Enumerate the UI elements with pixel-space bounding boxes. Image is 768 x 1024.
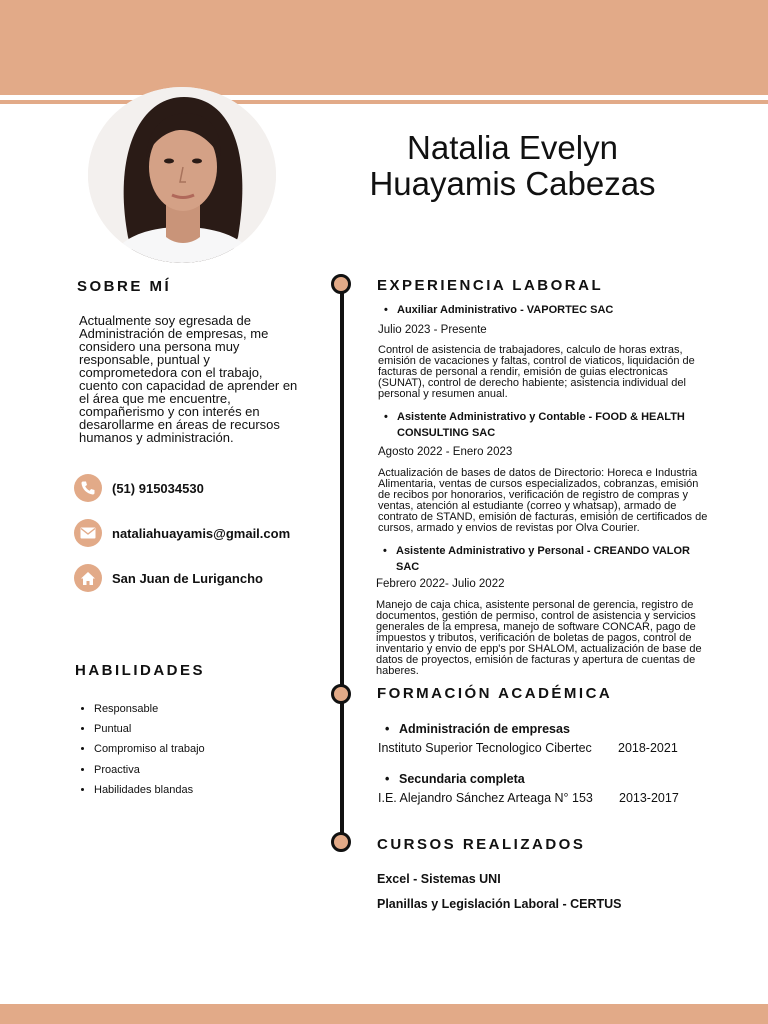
job-desc-line: generales de la empresa, manejo de software CONCAR, pago de: [376, 621, 696, 633]
job-title: [383, 543, 690, 575]
job-desc-line: inventario y envio de epp's por SHALOM, actualización de base de: [376, 643, 702, 655]
contact-email: [74, 519, 290, 547]
job-title: [384, 302, 614, 318]
job-desc-line: cursos, armado y envios de revistas por Olva Courier.: [378, 522, 640, 534]
about-title: SOBRE MÍ: [77, 278, 172, 295]
job-date: Agosto 2022 - Enero 2023: [378, 446, 513, 458]
about-line: desarollarme en áreas de recursos: [79, 417, 280, 432]
job-desc-line: documentos, gestión de permiso, control de asistencia y servicios: [376, 610, 696, 622]
education-degree-label: Secundaria completa: [399, 772, 525, 786]
home-icon: [74, 564, 102, 592]
skill-item: • Proactiva: [94, 760, 205, 780]
mail-icon: [74, 519, 102, 547]
bullet-icon: •: [384, 411, 388, 423]
full-name: [340, 130, 685, 202]
job-desc-line: Control de asistencia de trabajadores, calculo de horas extras,: [378, 344, 683, 356]
about-line: comprometedora con el trabajo,: [79, 365, 263, 380]
bullet-icon: •: [383, 545, 387, 557]
job-desc-line: (SUNAT), control de derecho habiente; asistencia individual del: [378, 377, 686, 389]
education-place: Instituto Superior Tecnologico Cibertec: [378, 741, 592, 755]
address: San Juan de Lurigancho: [112, 570, 263, 586]
job-desc-line: facturas de personal a rendir, emisión de guias electronicas: [378, 366, 668, 378]
phone-icon: [74, 474, 102, 502]
phone-number: (51) 915034530: [112, 480, 204, 496]
skill-item: • Responsable: [94, 699, 205, 719]
skill-item: • Puntual: [94, 719, 205, 739]
about-line: Actualmente soy egresada de: [79, 313, 251, 328]
header-band: [0, 0, 768, 95]
bullet-icon: •: [385, 772, 390, 786]
education-title: FORMACIÓN ACADÉMICA: [377, 685, 613, 702]
about-line: compañerismo y con interés en: [79, 404, 260, 419]
timeline-dot: [331, 684, 351, 704]
job-date: Febrero 2022- Julio 2022: [376, 578, 505, 590]
education-place: I.E. Alejandro Sánchez Arteaga N° 153: [378, 791, 593, 805]
header-divider: [0, 100, 768, 104]
skills-title: HABILIDADES: [75, 662, 206, 679]
job-desc-line: ventas, atención al estudiante (correo y whatsap), armado de: [378, 500, 677, 512]
job-description: [378, 345, 728, 400]
bullet-icon: •: [384, 304, 388, 316]
timeline-dot: [331, 274, 351, 294]
contact-phone: [74, 474, 204, 502]
job-desc-line: emisión de vacaciones y faltas, control de viaticos, liquidación de: [378, 355, 695, 367]
timeline-line: [340, 285, 344, 845]
job-date: Julio 2023 - Presente: [378, 324, 487, 336]
full-name-line2: Huayamis Cabezas: [369, 165, 656, 202]
course-item: Planillas y Legislación Laboral - CERTUS: [377, 897, 622, 911]
job-title-line: Auxiliar Administrativo - VAPORTEC SAC: [397, 304, 614, 316]
about-line: el área que me encuentre,: [79, 391, 231, 406]
education-degree-label: Administración de empresas: [399, 722, 570, 736]
skill-item: • Compromiso al trabajo: [94, 739, 205, 759]
experience-title: EXPERIENCIA LABORAL: [377, 277, 604, 294]
education-degree: [385, 772, 525, 786]
job-title-line: Asistente Administrativo y Personal - CREANDO VALOR: [396, 545, 690, 557]
courses-title: CURSOS REALIZADOS: [377, 836, 586, 853]
job-desc-line: Manejo de caja chica, asistente personal de gerencia, registro de: [376, 599, 694, 611]
education-degree: [385, 722, 570, 736]
footer-band: [0, 1004, 768, 1024]
about-text: [79, 314, 309, 444]
email-address: nataliahuayamis@gmail.com: [112, 525, 291, 541]
education-years: 2013-2017: [619, 791, 679, 805]
skill-item: • Habilidades blandas: [94, 780, 205, 800]
job-desc-line: haberes.: [376, 665, 419, 677]
full-name-line1: Natalia Evelyn: [407, 129, 618, 166]
job-desc-line: de recibos por honorarios, verificación de registro de compras y: [378, 489, 688, 501]
about-line: humanos y administración.: [79, 430, 234, 445]
job-title-line: CONSULTING SAC: [397, 427, 496, 439]
about-line: cuento con capacidad de aprender en: [79, 378, 298, 393]
job-title-line: SAC: [396, 561, 420, 573]
timeline-dot: [331, 832, 351, 852]
job-title-line: Asistente Administrativo y Contable - FOOD & HEALTH: [397, 411, 685, 423]
about-line: responsable, puntual y: [79, 352, 210, 367]
skills-list: [76, 699, 205, 800]
education-years: 2018-2021: [618, 741, 678, 755]
about-line: Administración de empresas, me: [79, 326, 269, 341]
profile-photo: [88, 87, 276, 263]
course-item: Excel - Sistemas UNI: [377, 872, 501, 886]
job-description: [378, 468, 728, 534]
about-line: considero una persona muy: [79, 339, 240, 354]
bullet-icon: •: [385, 722, 390, 736]
contact-address: [74, 564, 263, 592]
job-desc-line: personal y resumen anual.: [378, 388, 508, 400]
job-title: [384, 409, 685, 441]
job-desc-line: contrato de STAND, emisión de facturas, emisión de certificados de: [378, 511, 708, 523]
job-desc-line: Actualización de bases de datos de Directorio: Horeca e Industria: [378, 467, 698, 479]
job-desc-line: datos de proyectos, emisión de facturas y apertura de cuentas de: [376, 654, 696, 666]
job-desc-line: impuestos y tributos, verificación de boletas de pagos, control de: [376, 632, 692, 644]
job-desc-line: Alimentaria, ventas de cursos especializados, cobranzas, emisión: [378, 478, 699, 490]
job-description: [376, 600, 726, 677]
